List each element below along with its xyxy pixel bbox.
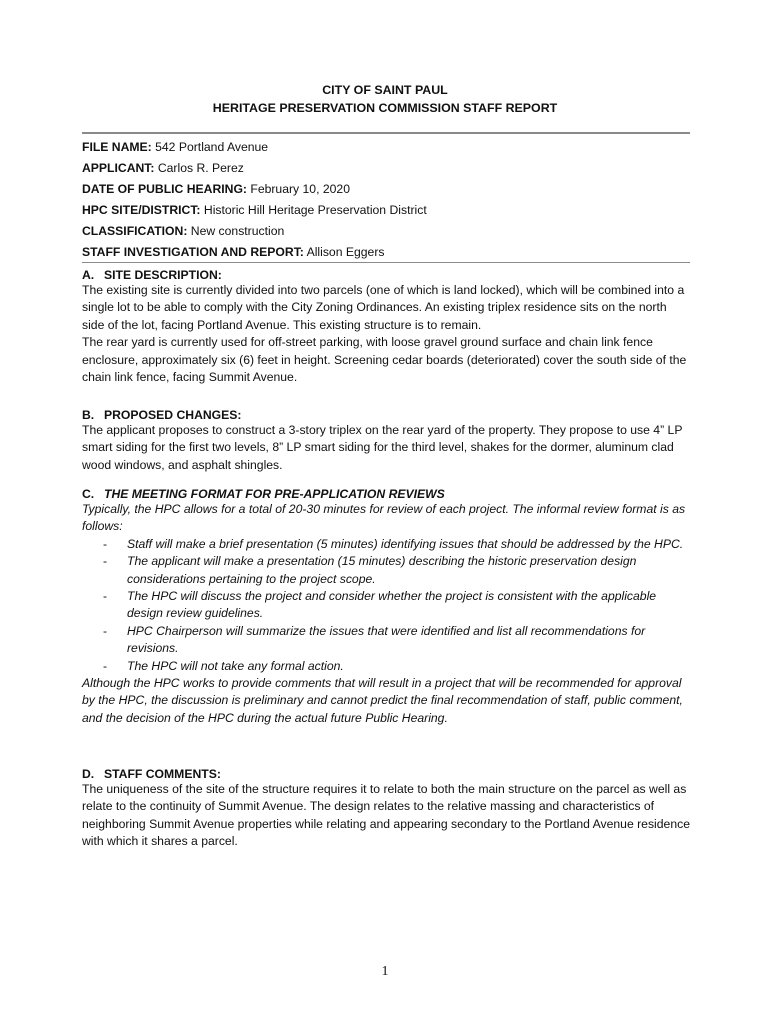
paragraph: The uniqueness of the site of the structure requires it to relate to both the main structure on the parcel as well as relate to the continuity of Summit Avenue. The design relates to the relative massing and characteristics of neighboring Summit Avenue properties while relating and appearing secondary to the Portland Avenue residence with which it shares a parcel. bbox=[82, 782, 690, 849]
district-value: Historic Hill Heritage Preservation District bbox=[203, 203, 427, 217]
applicant-field bbox=[82, 161, 690, 175]
section-site-description bbox=[82, 268, 690, 386]
header-divider bbox=[82, 132, 690, 134]
list-item: - Staff will make a brief presentation (5 minutes) identifying issues that should be addressed by the HPC. bbox=[103, 536, 684, 551]
section-staff-comments bbox=[82, 767, 690, 851]
paragraph: Typically, the HPC allows for a total of 20-30 minutes for review of each project. The informal review format is as follows: bbox=[82, 502, 686, 534]
section-title: STAFF COMMENTS: bbox=[104, 767, 221, 781]
section-heading bbox=[82, 487, 690, 501]
section-heading bbox=[82, 268, 690, 282]
paragraph: The rear yard is currently used for off-street parking, with loose gravel ground surface and chain link fence enclosure, approximately six (6) feet in height. Screening cedar boards (deteriorated) cover the south side of the chain link fence, facing Summit Avenue. bbox=[82, 335, 687, 385]
hearing-date-label: DATE OF PUBLIC HEARING: bbox=[82, 182, 247, 196]
hearing-date-field bbox=[82, 182, 690, 196]
classification-field bbox=[82, 224, 690, 238]
applicant-label: APPLICANT: bbox=[82, 161, 155, 175]
report-title: HERITAGE PRESERVATION COMMISSION STAFF REPORT bbox=[212, 101, 558, 115]
section-title: THE MEETING FORMAT FOR PRE-APPLICATION REVIEWS bbox=[104, 487, 445, 501]
staff-field bbox=[82, 245, 690, 259]
district-field bbox=[82, 203, 690, 217]
list-item: - The applicant will make a presentation (15 minutes) describing the historic preservation design considerations pertaining to the project scope. bbox=[103, 554, 637, 586]
review-format-list bbox=[82, 536, 690, 675]
applicant-value: Carlos R. Perez bbox=[157, 161, 244, 175]
page-number: 1 bbox=[381, 964, 389, 979]
paragraph: The existing site is currently divided into two parcels (one of which is land locked), which will be combined into a single lot to be able to comply with the City Zoning Ordinances. An existing triplex residence sits on the north side of the lot, facing Portland Avenue. This existing structure is to remain. bbox=[82, 283, 685, 332]
section-letter: C. bbox=[82, 487, 95, 501]
paragraph: The applicant proposes to construct a 3-story triplex on the rear yard of the property. They propose to use 4” LP smart siding for the first two levels, 8” LP smart siding for the third level, shakes for the dormer, aluminum clad wood windows, and asphalt shingles. bbox=[82, 423, 683, 472]
section-letter: A. bbox=[82, 268, 95, 282]
section-title: SITE DESCRIPTION: bbox=[104, 268, 222, 282]
file-name-label: FILE NAME: bbox=[82, 140, 152, 154]
file-name-value: 542 Portland Avenue bbox=[155, 140, 269, 154]
section-meeting-format bbox=[82, 487, 690, 727]
fields-divider bbox=[82, 262, 690, 263]
list-item: - The HPC will discuss the project and consider whether the project is consistent with the applicable design review guidelines. bbox=[103, 589, 657, 621]
hearing-date-value: February 10, 2020 bbox=[250, 182, 350, 196]
section-heading bbox=[82, 408, 690, 422]
paragraph: Although the HPC works to provide comments that will result in a project that will be recommended for approval by the HPC, the discussion is preliminary and cannot predict the final recommendation of staff, public comment, and the decision of the HPC during the actual future Public Hearing. bbox=[82, 676, 683, 725]
list-item: - The HPC will not take any formal action. bbox=[103, 658, 344, 673]
section-letter: D. bbox=[82, 767, 95, 781]
district-label: HPC SITE/DISTRICT: bbox=[82, 203, 201, 217]
section-heading bbox=[82, 767, 690, 781]
report-city-title: CITY OF SAINT PAUL bbox=[322, 83, 448, 97]
staff-value: Allison Eggers bbox=[306, 245, 385, 259]
section-title: PROPOSED CHANGES: bbox=[104, 408, 242, 422]
classification-value: New construction bbox=[190, 224, 285, 238]
file-name-field bbox=[82, 140, 690, 154]
classification-label: CLASSIFICATION: bbox=[82, 224, 188, 238]
section-proposed-changes bbox=[82, 408, 690, 474]
list-item: - HPC Chairperson will summarize the issues that were identified and list all recommendations for revisions. bbox=[103, 623, 646, 656]
section-letter: B. bbox=[82, 408, 95, 422]
staff-label: STAFF INVESTIGATION AND REPORT: bbox=[82, 245, 304, 259]
